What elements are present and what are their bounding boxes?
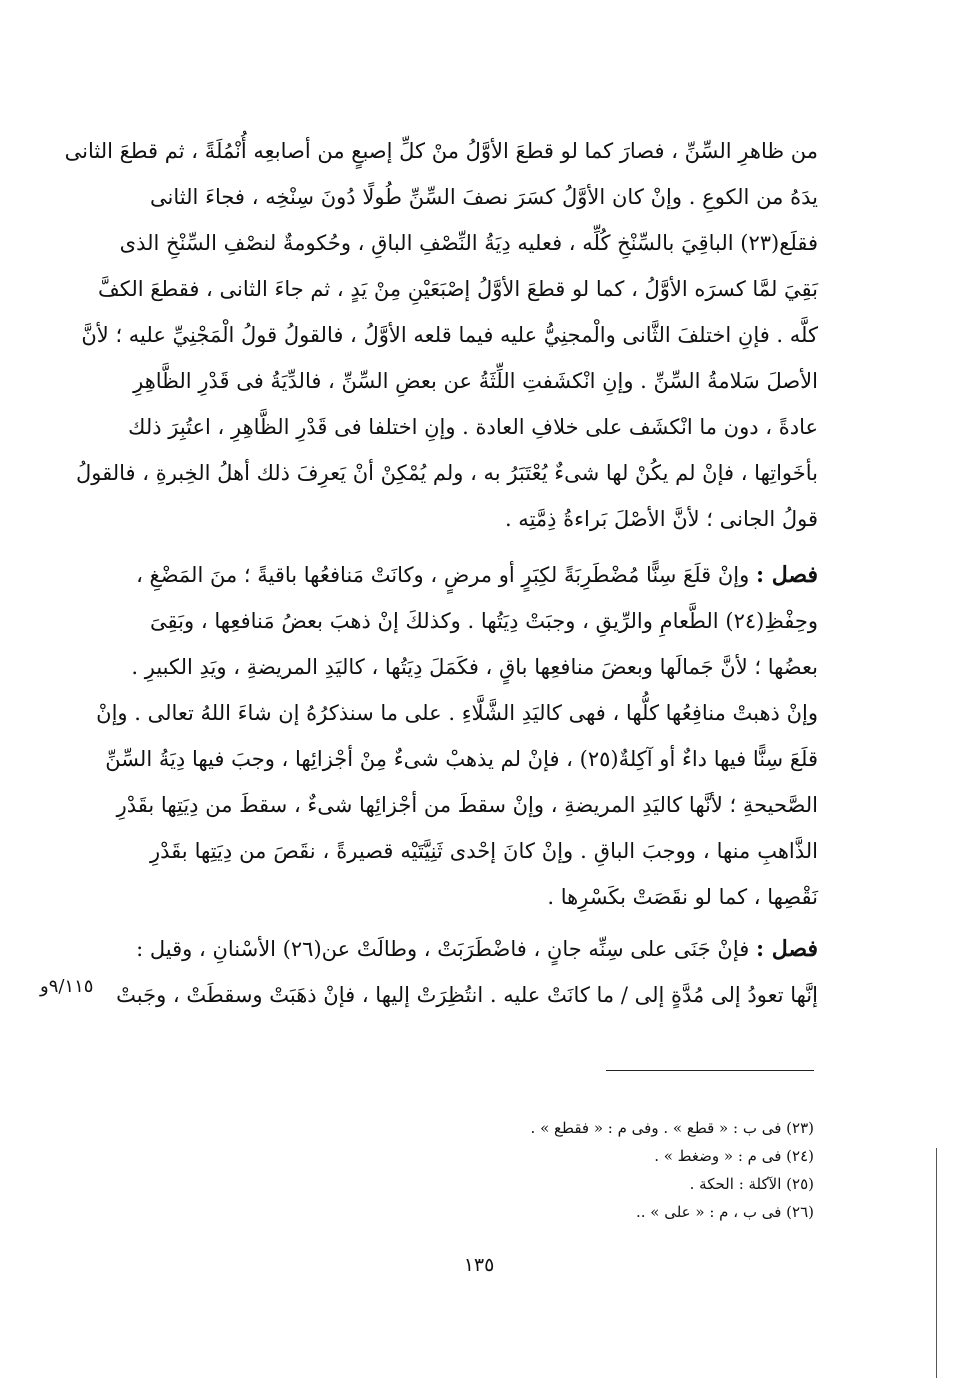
text-line: نَقْصِها ، كما لو نقَصَتْ بكَسْرِها .: [547, 885, 818, 909]
paragraph-2: [96, 552, 818, 920]
text-line: بأخَواتِها ، فإنْ لم يكُنْ لها شىءٌ يُعْتَبَرُ به ، ولم يُمْكِنْ أنْ يَعرِفَ ذلك أهلُ الخِبرةِ ، فالقولُ: [76, 461, 818, 485]
text-line: الأصلَ سَلامةُ السِّنِّ . وإنِ انْكشَفتِ اللِّثَةُ عن بعضِ السِّنِّ ، فالدِّيَةُ فى قَدْرِ الظَّاهِرِ: [133, 369, 818, 393]
text-line: من ظاهرِ السِّنِّ ، فصارَ كما لو قطعَ الأوَّلُ منْ كلِّ إصبعٍ من أصابعِه أُنْمُلَةً ، ثم قطعَ الثانى: [64, 139, 818, 163]
page-number: ١٣٥: [463, 1254, 495, 1276]
text-line: الصَّحيحةِ ؛ لأنَّها كاليَدِ المريضةِ ، وإنْ سقطَ من أجْزائِها شىءٌ ، سقطَ من دِيَتِها بقَدْرِ: [116, 793, 818, 817]
text-line: قلَعَ سِنًّا فيها داءٌ أو آكِلةٌ(٢٥) ، فإنْ لم يذهبْ شىءٌ مِنْ أجْزائِها ، وجبَ فيها دِيَةُ السِّنِّ: [105, 747, 818, 771]
text-line: وإنْ قلَعَ سِنًّا مُضْطَرِبَةً لكِبَرٍ أو مرضٍ ، وكانَتْ مَنافعُها باقيةً ؛ منَ المَضْغِ ،: [136, 563, 750, 587]
text-line: وإنْ ذهبتْ منافِعُها كلُّها ، فهى كاليَدِ الشَّلَّاءِ . على ما سنذكرُهُ إن شاءَ اللهُ تعالى . وإنْ: [96, 701, 818, 725]
text-line: قولُ الجانى ؛ لأنَّ الأصْلَ بَراءةُ ذِمَّتِه .: [504, 507, 818, 531]
footnote: (٢٤) فى م : « وضغط » .: [654, 1147, 814, 1165]
footnote: (٢٦) فى ب ، م : « على » ..: [635, 1203, 814, 1221]
text-line: بَقِيَ لمَّا كسرَه الأوَّلُ ، كما لو قطعَ الأوَّلُ إصْبَعَيْنِ مِنْ يَدٍ ، ثم جاءَ الثانى ، فقطعَ الكفَّ: [98, 277, 818, 301]
text-line: كلَّه . فإنِ اختلفَ الثَّانى والْمجنِيُّ عليه فيما قلعه الأوَّلُ ، فالقولُ قولُ الْمَجْنِيِّ عليه ؛ لأنَّ: [81, 323, 818, 347]
paragraph-3: [116, 926, 818, 1018]
footnote: (٢٣) فى ب : « قطع » . وفى م : « فقطع » .: [530, 1119, 814, 1137]
paragraph-1: [64, 128, 818, 542]
footnote-divider: [606, 1070, 814, 1071]
manuscript-folio-note: ٩/١١٥و: [40, 976, 94, 997]
text-line: إنَّها تعودُ إلى مُدَّةٍ إلى / ما كانَتْ عليه . انتُظِرَتْ إليها ، فإنْ ذهَبَتْ وسقطَتْ ، وجَبتْ: [116, 983, 818, 1007]
section-heading: فصل :: [755, 562, 818, 588]
text-line: فقلَع(٢٣) الباقِيَ بالسِّنْخِ كُلِّه ، فعليه دِيَةُ النِّصْفِ الباقِ ، وحُكومةٌ لنصْفِ السِّنْخِ الذى: [119, 231, 818, 255]
text-line: فإنْ جَنَى على سِنِّه جانٍ ، فاضْطَرَبَتْ ، وطالَتْ عن(٢٦) الأسْنانِ ، وقيل :: [136, 937, 750, 961]
footnote: (٢٥) الآكلة : الحكة .: [689, 1175, 814, 1193]
section-heading: فصل :: [755, 936, 818, 962]
text-line: وحِفْظِ(٢٤) الطَّعامِ والرِّيقِ ، وجبَتْ دِيَتُها . وكذلكَ إنْ ذهبَ بعضُ مَنافعِها ، وبَقِىَ: [150, 609, 818, 633]
text-line: بعضُها ؛ لأنَّ جَمالَها وبعضَ منافعِها باقٍ ، فكَمَلَ دِيَتُها ، كاليَدِ المريضةِ ، ويَدِ الكبيرِ .: [131, 655, 818, 679]
text-line-with-heading: [136, 926, 818, 972]
footnotes: [480, 1114, 814, 1226]
text-line: الذَّاهبِ منها ، ووجبَ الباقِ . وإنْ كانَ إحْدى ثَنِيَّتَيْه قصيرةً ، نقَصَ من دِيَتِها بقَدْرِ: [150, 839, 818, 863]
text-line: يدَهُ من الكوعِ . وإنْ كان الأوَّلُ كسَرَ نصفَ السِّنِّ طُولًا دُونَ سِنْخِه ، فجاءَ الثانى: [150, 185, 818, 209]
text-line: عادةً ، دون ما انْكشَف على خلافِ العادة . وإنِ اختلفا فى قَدْرِ الظَّاهِرِ ، اعتُبِرَ ذلك: [128, 415, 818, 439]
scan-edge-line: [936, 1148, 937, 1378]
text-line-with-heading: [136, 552, 818, 598]
